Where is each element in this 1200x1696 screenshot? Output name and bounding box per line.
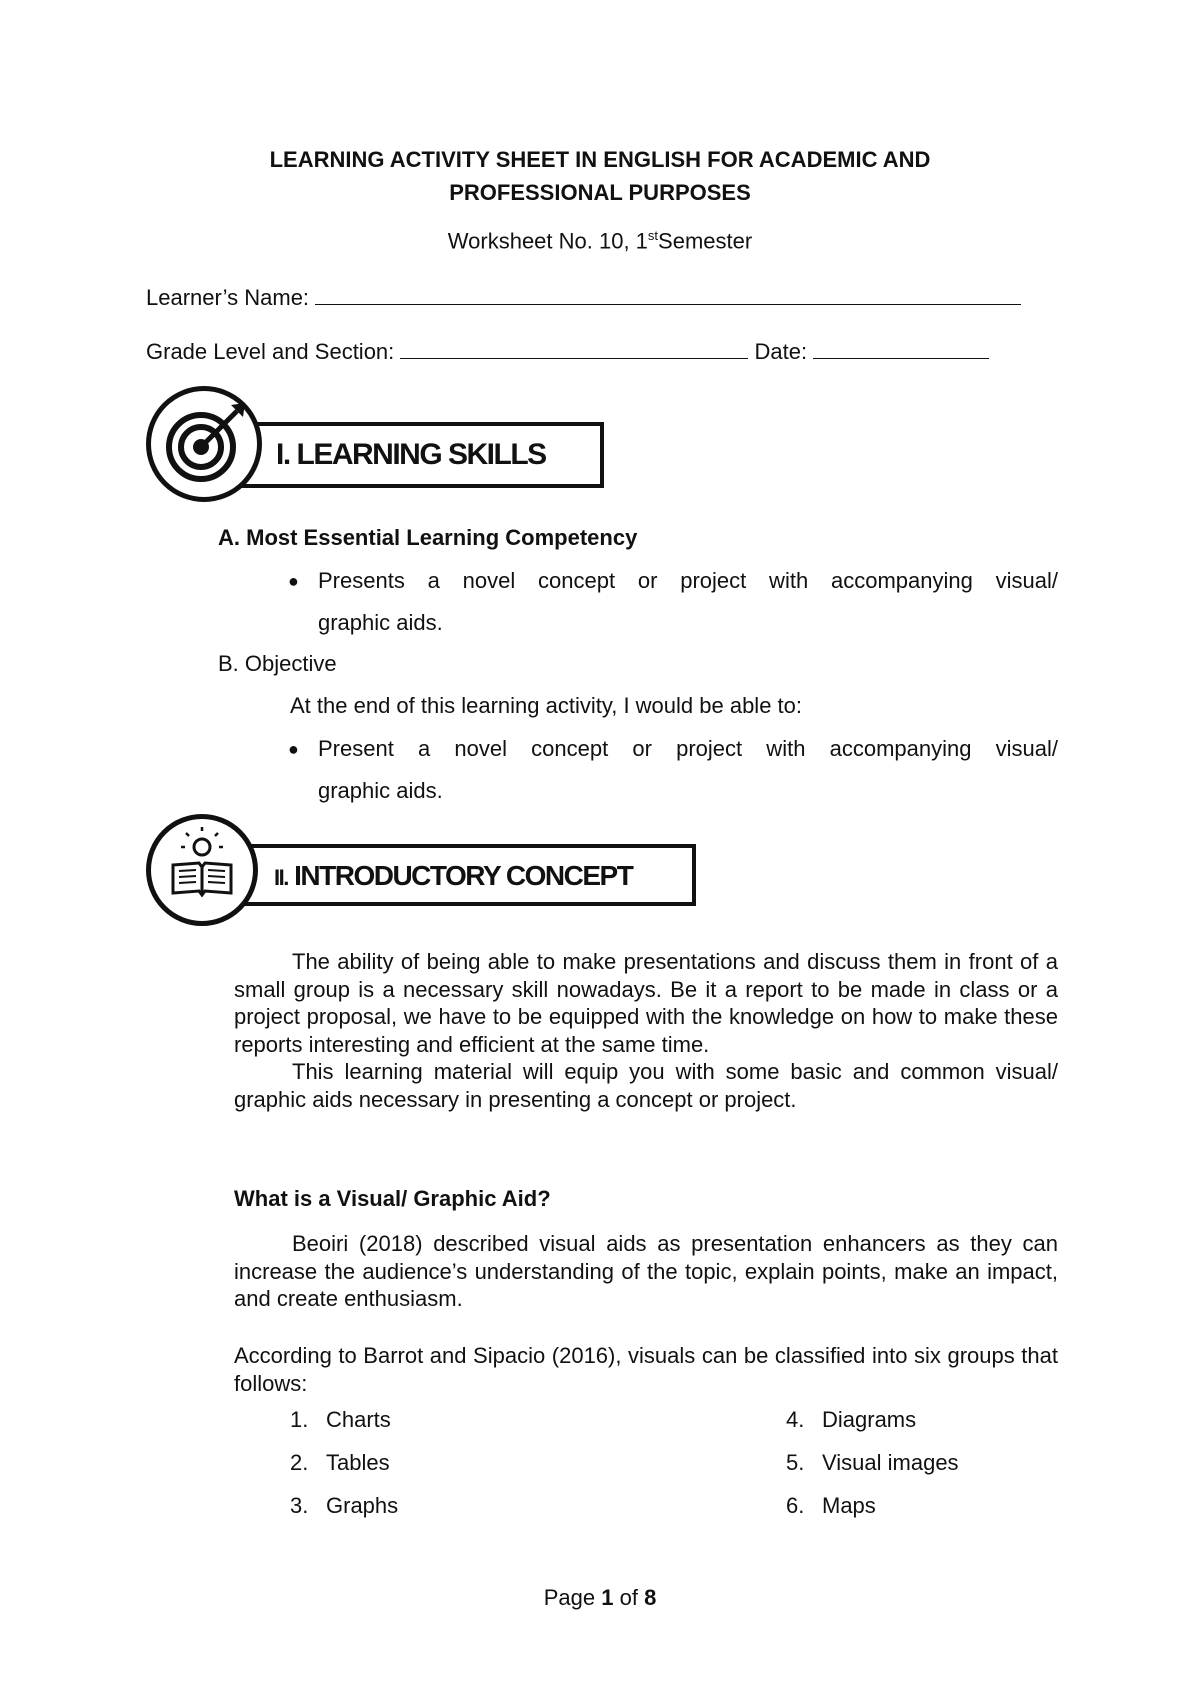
grade-section-line[interactable] <box>400 336 748 359</box>
worksheet-number <box>150 228 1050 254</box>
learner-name-label: Learner’s Name: <box>146 285 310 310</box>
grade-label: Grade Level and Section: <box>146 339 395 364</box>
section1-title: I. LEARNING SKILLS <box>276 438 546 471</box>
objective-lead: At the end of this learning activity, I would be able to: <box>290 693 803 718</box>
list-item: 1. Charts <box>290 1407 391 1432</box>
visual-groups-left <box>290 1398 398 1527</box>
title-line-2: PROFESSIONAL PURPOSES <box>449 180 751 205</box>
book-lightbulb-icon <box>146 814 258 926</box>
section2-title-text: INTRODUCTORY CONCEPT <box>294 860 633 891</box>
bullet-dot: ● <box>288 739 299 759</box>
intro-para-2: This learning material will equip you with some basic and common visual/ graphic aids necessary in presenting a concept or project. <box>234 1059 1058 1112</box>
grade-section-row <box>146 336 989 365</box>
visual-groups-right <box>786 1398 959 1527</box>
list-item: 3. Graphs <box>290 1493 399 1518</box>
objective-heading: B. Objective <box>218 651 337 676</box>
page-number <box>0 1585 1200 1611</box>
date-label: Date: <box>754 339 808 364</box>
target-icon <box>146 386 262 502</box>
page-of: of <box>619 1585 638 1610</box>
section2-banner <box>230 844 696 906</box>
learner-name-row <box>146 282 1021 311</box>
list-item: 4. Diagrams <box>786 1407 917 1432</box>
worksheet-sup: st <box>647 228 659 243</box>
bullet-dot: ● <box>288 571 299 591</box>
definition-paragraph: Beoiri (2018) described visual aids as presentation enhancers as they can increase the audience’s understanding of the topic, explain points, make an impact, and create enthusiasm. <box>234 1231 1058 1311</box>
intro-para-1: The ability of being able to make presentations and discuss them in front of a small group is a necessary skill nowadays. Be it a report to be made in class or a project proposal, we have to be equipped with the knowledge on how to make these reports interesting and efficient at the same time. <box>234 949 1058 1057</box>
competency-line-1: Presents a novel concept or project with accompanying visual/ <box>318 568 1058 593</box>
classification-paragraph: According to Barrot and Sipacio (2016), visuals can be classified into six groups that follows: <box>234 1343 1058 1396</box>
objective-line-2: graphic aids. <box>318 778 443 803</box>
worksheet-suffix: Semester <box>658 228 753 254</box>
section1-banner <box>228 422 604 488</box>
intro-paragraph <box>234 948 1058 1113</box>
document-title <box>150 143 1050 209</box>
section2-title-prefix: II. <box>274 865 288 890</box>
objective-line-1: Present a novel concept or project with accompanying visual/ <box>318 736 1058 761</box>
page-prefix: Page <box>543 1585 596 1610</box>
competency-bullet <box>288 560 1058 644</box>
learner-name-line[interactable] <box>315 282 1021 305</box>
title-line-1: LEARNING ACTIVITY SHEET IN ENGLISH FOR ACADEMIC AND <box>269 147 931 172</box>
date-line[interactable] <box>813 336 989 359</box>
page-current: 1 <box>601 1585 614 1610</box>
worksheet-prefix: Worksheet No. 10, 1 <box>447 228 648 254</box>
competency-heading: A. Most Essential Learning Competency <box>218 525 638 550</box>
competency-line-2: graphic aids. <box>318 610 443 635</box>
list-item: 5. Visual images <box>786 1450 959 1475</box>
objective-bullet <box>288 728 1058 812</box>
visual-aid-question: What is a Visual/ Graphic Aid? <box>234 1186 551 1211</box>
list-item: 6. Maps <box>786 1493 876 1518</box>
list-item: 2. Tables <box>290 1450 390 1475</box>
section2-title <box>274 860 632 892</box>
page-total: 8 <box>644 1585 657 1610</box>
